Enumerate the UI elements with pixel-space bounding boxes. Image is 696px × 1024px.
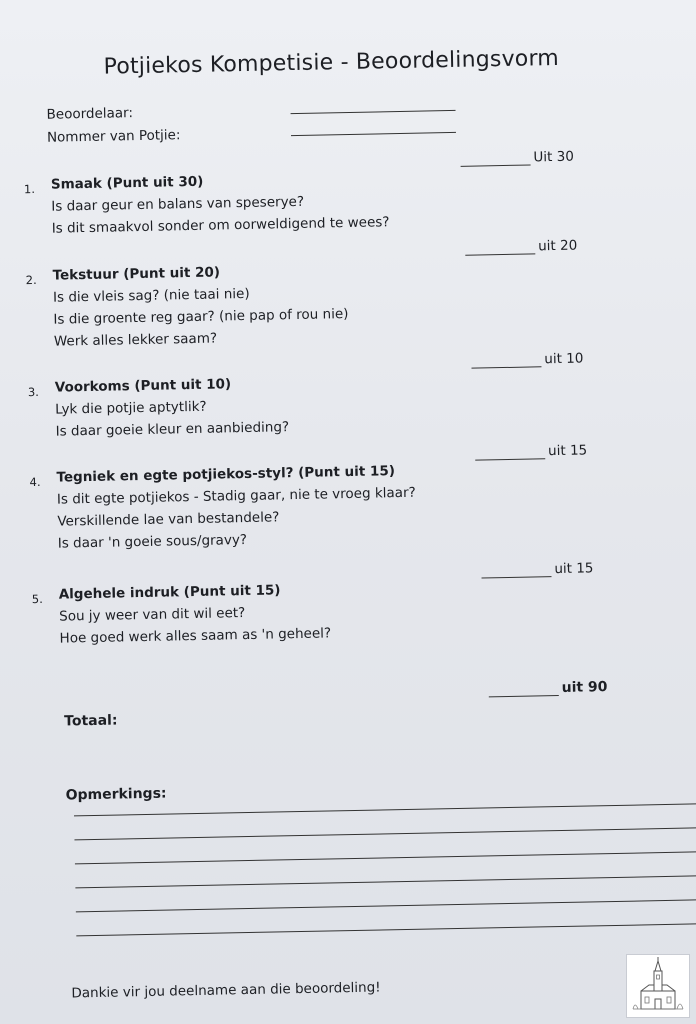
question-title: Tegniek en egte potjiekos-styl? (Punt uit 15): [56, 463, 396, 486]
judge-label: Beoordelaar:: [46, 105, 134, 123]
question-prompt: Is daar geur en balans van speserye?: [51, 193, 305, 215]
church-tower-icon: [626, 954, 690, 1018]
question-prompt: Werk alles lekker saam?: [53, 330, 218, 350]
remarks-line: [74, 803, 696, 816]
question-prompt: Verskillende lae van bestandele?: [57, 509, 280, 530]
score-label: uit 20: [538, 237, 578, 255]
question-title: Smaak (Punt uit 30): [50, 173, 204, 193]
score-label: uit 10: [544, 350, 584, 368]
question-prompt: Is dit smaakvol sonder om oorweldigend te wees?: [51, 214, 390, 237]
question-number: 4.: [29, 474, 41, 490]
question-prompt: Is dit egte potjiekos - Stadig gaar, nie te vroeg klaar?: [56, 484, 416, 508]
score-label: uit 15: [547, 442, 588, 460]
question-number: 5.: [31, 591, 43, 607]
question-prompt: Is die groente reg gaar? (nie pap of rou nie): [53, 305, 349, 328]
total-label: Totaal:: [64, 712, 118, 730]
question-title: Tekstuur (Punt uit 20): [52, 264, 221, 284]
score-label: uit 15: [554, 560, 594, 578]
question-number: 2.: [25, 272, 37, 288]
remarks-line: [75, 875, 696, 888]
score-blank-line: [475, 458, 545, 460]
remarks-line: [76, 899, 696, 912]
score-label: Uit 30: [533, 148, 575, 166]
question-prompt: Is daar goeie kleur en aanbieding?: [55, 419, 290, 440]
question-prompt: Lyk die potjie aptytlik?: [55, 398, 207, 418]
pot-number-field-line: [291, 132, 456, 136]
thank-you-note: Dankie vir jou deelname aan die beoordeling!: [71, 979, 381, 1002]
remarks-label: Opmerkings:: [65, 785, 167, 804]
form-title: Potjiekos Kompetisie - Beoordelingsvorm: [103, 45, 560, 80]
question-prompt: Is die vleis sag? (nie taai nie): [52, 285, 250, 306]
question-title: Algehele indruk (Punt uit 15): [58, 582, 281, 603]
church-tower-drawing: [627, 955, 689, 1017]
remarks-line: [74, 827, 696, 840]
score-blank-line: [482, 576, 552, 578]
question-title: Voorkoms (Punt uit 10): [54, 376, 232, 396]
question-prompt: Hoe goed werk alles saam as 'n geheel?: [59, 625, 332, 647]
question-number: 1.: [23, 181, 36, 197]
question-number: 3.: [27, 384, 39, 400]
question-prompt: Sou jy weer van dit wil eet?: [59, 605, 246, 625]
total-blank-line: [489, 695, 559, 697]
pot-number-label: Nommer van Potjie:: [46, 127, 181, 146]
judge-field-line: [291, 110, 456, 114]
remarks-line: [76, 923, 696, 936]
score-blank-line: [461, 164, 531, 166]
remarks-line: [75, 851, 696, 864]
total-score-label: uit 90: [561, 679, 608, 696]
score-blank-line: [471, 366, 541, 368]
score-blank-line: [465, 253, 535, 255]
question-prompt: Is daar 'n goeie sous/gravy?: [57, 531, 248, 552]
